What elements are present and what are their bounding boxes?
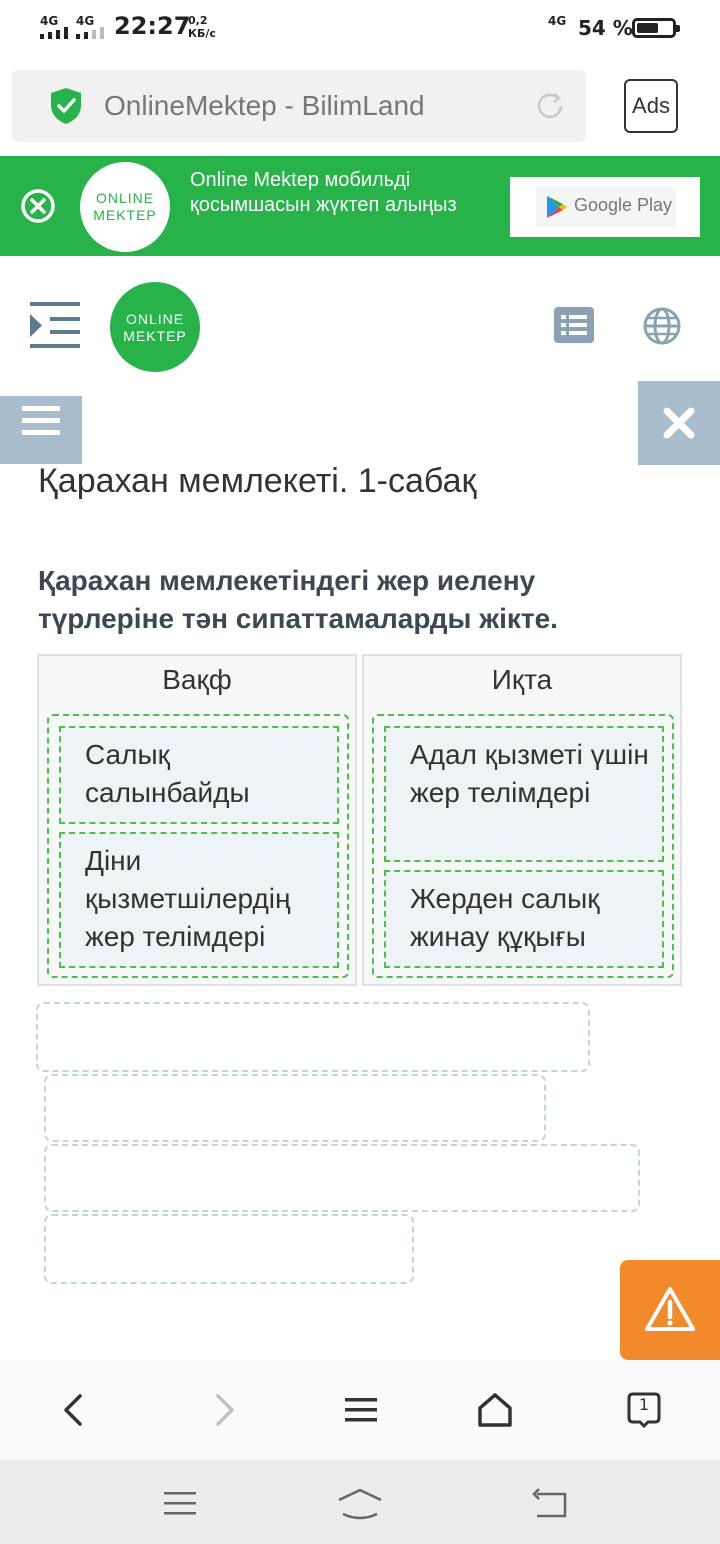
clock: 22:27: [114, 12, 191, 40]
network-type: 4G: [548, 14, 567, 28]
close-lesson-button[interactable]: [638, 381, 720, 465]
app-promo-banner: [0, 156, 720, 256]
empty-card-slot: [44, 1214, 414, 1284]
google-play-button[interactable]: [510, 177, 700, 237]
site-logo-line1: ONLINE: [125, 311, 185, 327]
report-problem-button[interactable]: [620, 1260, 720, 1360]
category-column-vaqf: [37, 654, 357, 986]
site-logo[interactable]: [110, 282, 200, 372]
shield-check-icon: [48, 86, 84, 126]
drop-zone[interactable]: [372, 714, 674, 978]
answer-card[interactable]: Жерден салық жинау құқығы: [384, 870, 664, 968]
page-title[interactable]: OnlineMektep - BilimLand: [104, 90, 425, 121]
logo-line2: MEKTEP: [93, 207, 157, 223]
battery-icon: [632, 18, 676, 38]
close-icon: [663, 407, 695, 439]
status-bar: [0, 0, 720, 58]
tabs-icon[interactable]: [624, 1390, 664, 1430]
sim1-signal: [40, 14, 58, 28]
online-mektep-logo: [80, 162, 170, 252]
sim2-label: 4G: [76, 14, 95, 28]
speed-unit: КБ/с: [188, 27, 216, 40]
battery-fill: [637, 23, 658, 33]
google-play-label: Google Play: [574, 195, 673, 215]
speed-value: 0,2: [188, 14, 208, 27]
sidebar-toggle-button[interactable]: [0, 396, 82, 464]
reload-icon[interactable]: [534, 90, 566, 122]
home-icon[interactable]: [475, 1390, 515, 1430]
answer-card[interactable]: Адал қызметі үшін жер телімдері: [384, 726, 664, 862]
system-navigation-bar: [0, 1460, 720, 1544]
recents-icon[interactable]: [155, 1484, 205, 1524]
globe-icon[interactable]: [642, 306, 682, 346]
menu-icon[interactable]: [341, 1390, 381, 1430]
close-circle-icon[interactable]: [20, 188, 56, 224]
tabs-count: 1: [638, 1395, 650, 1414]
back-gesture-icon[interactable]: [525, 1484, 575, 1524]
list-icon[interactable]: [554, 307, 594, 343]
address-bar[interactable]: [12, 70, 586, 142]
signal-bars-icon: [76, 27, 108, 39]
logo-line1: ONLINE: [95, 190, 155, 206]
sim1-label: 4G: [40, 14, 59, 28]
warning-icon: [644, 1286, 696, 1332]
empty-card-slot: [36, 1002, 590, 1072]
browser-toolbar: [0, 1360, 720, 1460]
task-instruction: Қарахан мемлекетіндегі жер иелену түрлеріне тән сипаттамаларды жікте.: [38, 565, 558, 634]
empty-card-slot: [44, 1074, 546, 1142]
ads-button[interactable]: Ads: [624, 79, 678, 133]
answer-card[interactable]: Салық салынбайды: [59, 726, 339, 824]
banner-text: Online Mektep мобильді қосымшасын жүктеп алыңыз: [190, 169, 457, 216]
battery-percent: 54 %: [578, 16, 633, 40]
home-gesture-icon[interactable]: [335, 1484, 385, 1524]
google-play-icon: [546, 195, 568, 219]
answer-card[interactable]: Діни қызметшілердің жер телімдері: [59, 832, 339, 968]
category-column-iqta: [362, 654, 682, 986]
back-icon[interactable]: [54, 1390, 94, 1430]
drop-zone[interactable]: [47, 714, 349, 978]
site-logo-line2: MEKTEP: [123, 328, 187, 344]
network-speed: [188, 14, 216, 40]
empty-card-slot: [44, 1144, 640, 1212]
menu-indent-icon[interactable]: [30, 300, 82, 350]
signal-bars-icon: [40, 27, 72, 39]
lesson-title: Қарахан мемлекеті. 1-сабақ: [38, 462, 477, 500]
sim2-signal: [76, 14, 94, 28]
column-header: Иқта: [491, 664, 553, 695]
hamburger-icon: [22, 404, 60, 436]
forward-icon[interactable]: [204, 1390, 244, 1430]
column-header: Вақф: [162, 664, 232, 695]
